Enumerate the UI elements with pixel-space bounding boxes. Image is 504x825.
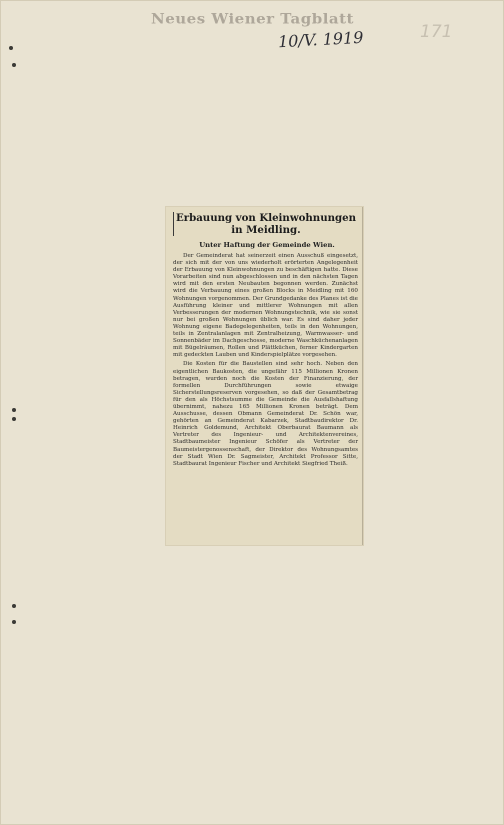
binding-hole-icon <box>9 46 13 50</box>
folio-number: 171 <box>420 22 453 42</box>
binding-hole-icon <box>12 620 16 624</box>
article-subheadline: Unter Haftung der Gemeinde Wien. <box>199 241 335 249</box>
binding-hole-icon <box>12 604 16 608</box>
newspaper-source-stamp: Neues Wiener Tagblatt <box>151 10 354 28</box>
binding-hole-icon <box>12 63 16 67</box>
handwritten-date: 10/V. 1919 <box>277 27 364 52</box>
newspaper-clipping <box>166 207 363 545</box>
article-paragraph: Der Gemeinderat hat seinerzeit einen Ausschuß eingesetzt, der sich mit der von uns wiederholt erörterten Angelegenheit der Erbauung von Kleinwohnungen zu beschäftigen hatte. Diese Vorarbeiten sind nun abgeschlossen und in den nächsten Tagen wird mit den ersten Neubauten begonnen werden. Zunächst wird die Verbauung eines großen Blocks in Meidling mit 160 Wohnungen vorgenommen. Der Grundgedanke des Planes ist die Ausführung kleiner und mittlerer Wohnungen mit allen Verbesserungen der modernen Wohnungstechnik, wie sie sonst nur bei großen Wohnungen üblich war. Es sind daher jeder Wohnung eigene Badegelegenheiten, teils in den Wohnungen, teils in Zentralanlagen mit Zentralheizung, Warmwasser- und Sonnenbäder im Dachgeschosse, moderne Waschküchenanlagen mit Bügelräumen, Rollen und Plättküchen, ferner Kindergarten mit gedeckten Lauben und Kinderspielplätze vorgesehen. <box>173 253 358 359</box>
article-paragraph: Die Kosten für die Baustellen sind sehr hoch. Neben den eigentlichen Baukosten, die ungefähr 115 Millionen Kronen betragen, wurden noch die Kosten der Finanzierung, der formellen Durchführungen sowie etwaige Sicherstellungsreserven vorgesehen, so daß der Gesamtbetrag für den als Höchstsumme die Gemeinde die Ausfallshaftung übernimmt, nahezu 165 Millionen Kronen beträgt. Dem Ausschusse, dessen Obmann Gemeinderat Dr. Schön war, gehörten an Gemeinderat Kabarzek, Stadtbaudirektor Dr. Heinrich Goldemund, Architekt Oberbaurat Baumann als Vertreter des Ingenieur- und Architektenvereines, Stadtbaumeister Ingenieur Schöfer als Vertreter der Baumeistergenossenschaft, der Direktor des Wohnungsamtes der Stadt Wien Dr. Sagmeister, Architekt Professor Sitte, Stadtbaurat Ingenieur Fischer und Architekt Siegfried Theiß. <box>173 361 358 467</box>
article-headline: Erbauung von Kleinwohnungen in Meidling. <box>173 212 358 236</box>
binding-hole-icon <box>12 417 16 421</box>
binding-hole-icon <box>12 408 16 412</box>
